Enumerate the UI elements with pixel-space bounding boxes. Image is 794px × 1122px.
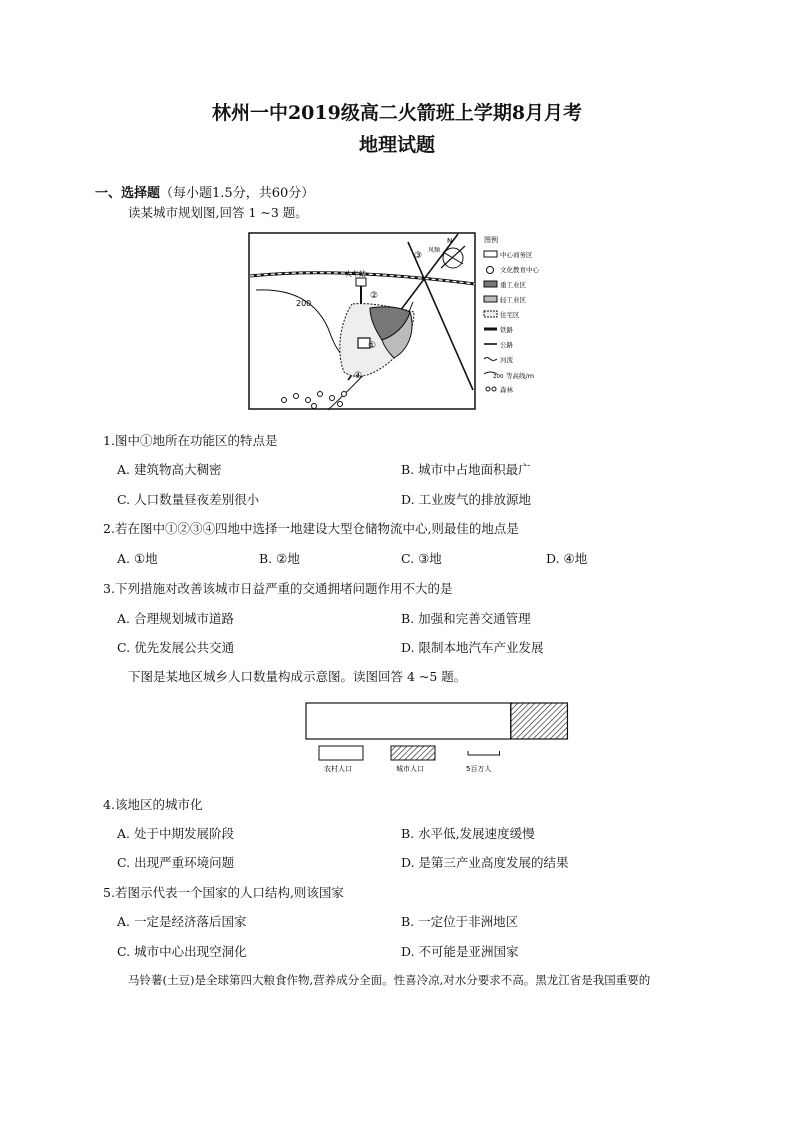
q2-option-c[interactable]: C. ③地 — [401, 551, 442, 566]
legend-item-river: 河流 — [500, 356, 513, 364]
marker-1: ① — [368, 341, 377, 351]
question-stem: 若在图中①②③④四地中选择一地建设大型仓储物流中心,则最佳的地点是 — [114, 521, 519, 536]
marker-2: ② — [370, 291, 379, 301]
legend-item-contour: 等高线/m — [506, 372, 535, 380]
legend-item-forest: 森林 — [500, 386, 513, 394]
section-points: （每小题1.5分，共60分） — [160, 186, 315, 201]
q4-option-d[interactable]: D. 是第三产业高度发展的结果 — [401, 855, 569, 870]
legend-item-culture: 文化教育中心 — [500, 266, 539, 274]
q3-option-c[interactable]: C. 优先发展公共交通 — [117, 640, 235, 655]
legend-item-residential: 住宅区 — [500, 311, 520, 319]
passage-intro: 马铃薯(土豆)是全球第四大粮食作物,营养成分全面。性喜冷凉,对水分要求不高。黑龙江省是我国重要的 — [128, 973, 651, 987]
city-planning-map — [248, 232, 539, 412]
q4-option-a[interactable]: A. 处于中期发展阶段 — [117, 826, 234, 841]
section-heading — [95, 182, 314, 201]
scale-bar — [468, 751, 500, 755]
question-stem: 下列措施对改善该城市日益严重的交通拥堵问题作用不大的是 — [114, 581, 453, 596]
population-chart — [300, 700, 524, 780]
section-heading-label: 一、选择题 — [95, 186, 161, 201]
question-3 — [103, 579, 452, 597]
legend-contour-value: 200 — [493, 374, 504, 380]
q4-option-c[interactable]: C. 出现严重环境问题 — [117, 855, 235, 870]
q3-option-b[interactable]: B. 加强和完善交通管理 — [401, 611, 531, 626]
q5-option-a[interactable]: A. 一定是经济落后国家 — [117, 914, 247, 929]
question-5 — [103, 883, 344, 901]
question-4 — [103, 795, 202, 813]
q2-option-a[interactable]: A. ①地 — [117, 551, 158, 566]
legend-swatch-urban — [391, 746, 435, 760]
scale-label: 5百万人 — [466, 765, 492, 773]
exam-subtitle: 地理试题 — [358, 134, 435, 156]
question-stem: 图中①地所在功能区的特点是 — [114, 433, 278, 448]
marker-3: ③ — [414, 251, 423, 261]
q4-option-b[interactable]: B. 水平低,发展速度缓慢 — [401, 826, 535, 841]
q5-option-c[interactable]: C. 城市中心出现空洞化 — [117, 944, 247, 959]
legend-label-urban: 城市人口 — [396, 765, 424, 773]
legend-title: 图例 — [484, 236, 498, 244]
q5-option-d[interactable]: D. 不可能是亚洲国家 — [401, 944, 519, 959]
legend-item-road: 公路 — [500, 341, 513, 349]
legend-label-rural: 农村人口 — [324, 765, 352, 773]
bar-rural — [306, 703, 511, 739]
legend-item-heavy-industry: 重工业区 — [500, 281, 526, 289]
question-number: 1. — [103, 433, 115, 448]
question-number: 5. — [103, 885, 115, 900]
legend-swatch-rural — [319, 746, 363, 760]
exam-title: 林州一中2019级高二火箭班上学期8月月考 — [211, 102, 583, 124]
q3-option-d[interactable]: D. 限制本地汽车产业发展 — [401, 640, 544, 655]
question-number: 3. — [103, 581, 115, 596]
station-label: 火车站 — [345, 270, 366, 278]
question-number: 2. — [103, 521, 115, 536]
q1-option-a[interactable]: A. 建筑物高大稠密 — [117, 462, 222, 477]
chart-intro: 下图是某地区城乡人口数量构成示意图。读图回答 4 ~5 题。 — [128, 669, 467, 684]
q3-option-a[interactable]: A. 合理规划城市道路 — [117, 611, 234, 626]
q1-option-b[interactable]: B. 城市中占地面积最广 — [401, 462, 531, 477]
q1-option-c[interactable]: C. 人口数量昼夜差别很小 — [117, 492, 260, 507]
question-2 — [103, 519, 519, 537]
q2-option-b[interactable]: B. ②地 — [259, 551, 300, 566]
question-stem: 若图示代表一个国家的人口结构,则该国家 — [114, 885, 344, 900]
legend-item-railway: 铁路 — [500, 326, 513, 334]
question-1 — [103, 431, 277, 449]
bar-urban — [511, 703, 568, 739]
legend-item-cbd: 中心商务区 — [500, 251, 533, 259]
station-building — [356, 278, 366, 286]
question-number: 4. — [103, 797, 115, 812]
q5-option-b[interactable]: B. 一定位于非洲地区 — [401, 914, 519, 929]
question-stem: 该地区的城市化 — [114, 797, 203, 812]
legend-item-light-industry: 轻工业区 — [500, 296, 526, 304]
map-intro: 读某城市规划图,回答 1 ~3 题。 — [128, 205, 308, 220]
map-legend — [484, 251, 497, 391]
q1-option-d[interactable]: D. 工业废气的排放源地 — [401, 492, 532, 507]
wind-label: 风频 — [428, 247, 441, 254]
q2-option-d[interactable]: D. ④地 — [546, 551, 588, 566]
marker-4: ④ — [354, 371, 363, 381]
north-label: N — [447, 237, 453, 245]
contour-label: 200 — [296, 299, 312, 308]
